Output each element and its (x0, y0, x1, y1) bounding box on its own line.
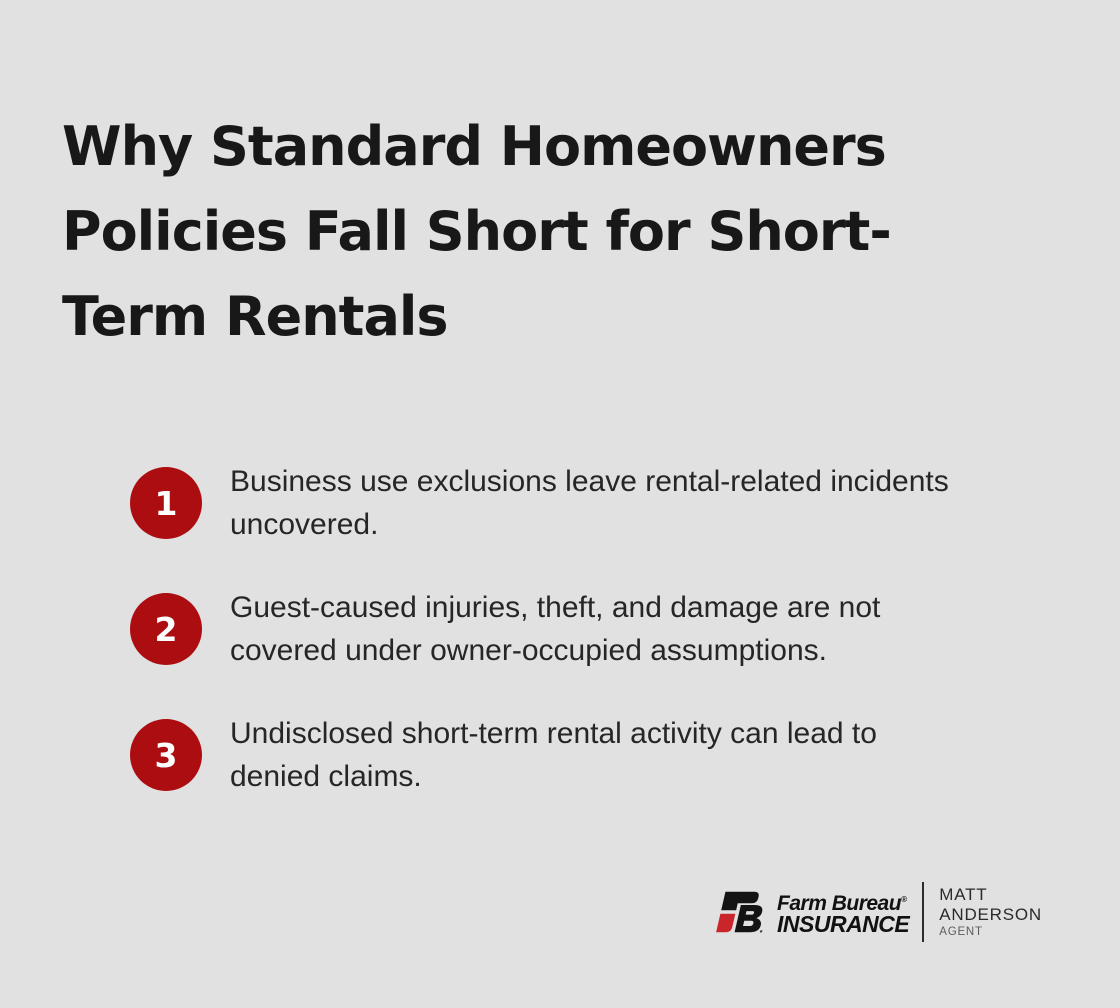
title-line: Term Rentals (62, 285, 448, 348)
item-number-badge: 1 (130, 467, 202, 539)
brand-name-text: Farm Bureau (777, 892, 902, 915)
list-item (130, 712, 1050, 798)
page-title (62, 104, 1062, 359)
item-number-badge: 3 (130, 719, 202, 791)
numbered-list (130, 460, 1050, 838)
agent-role-label: AGENT (939, 926, 983, 938)
title-line: Why Standard Homeowners (62, 115, 886, 178)
list-item (130, 586, 1050, 672)
agent-info (939, 885, 1042, 939)
vertical-divider (922, 882, 924, 942)
brand-insurance-text: INSURANCE (777, 911, 910, 937)
list-item (130, 460, 1050, 546)
item-text (230, 460, 949, 546)
title-line: Policies Fall Short for Short- (62, 200, 891, 263)
farm-bureau-wordmark (777, 890, 910, 937)
item-number-badge: 2 (130, 593, 202, 665)
item-text-line: uncovered. (230, 508, 379, 541)
item-text-line: Business use exclusions leave rental-related incidents (230, 465, 949, 498)
farm-bureau-fb-logo-icon (712, 889, 770, 935)
agent-last-name: ANDERSON (939, 905, 1042, 924)
item-text-line: covered under owner-occupied assumptions. (230, 634, 827, 667)
item-text (230, 586, 880, 672)
item-text-line: Undisclosed short-term rental activity can lead to (230, 717, 877, 750)
agent-first-name: MATT (939, 885, 988, 904)
item-text-line: Guest-caused injuries, theft, and damage are not (230, 591, 881, 624)
item-text-line: denied claims. (230, 760, 422, 793)
item-text (230, 712, 877, 798)
footer-branding (712, 882, 1042, 942)
registered-mark: ® (901, 895, 907, 904)
